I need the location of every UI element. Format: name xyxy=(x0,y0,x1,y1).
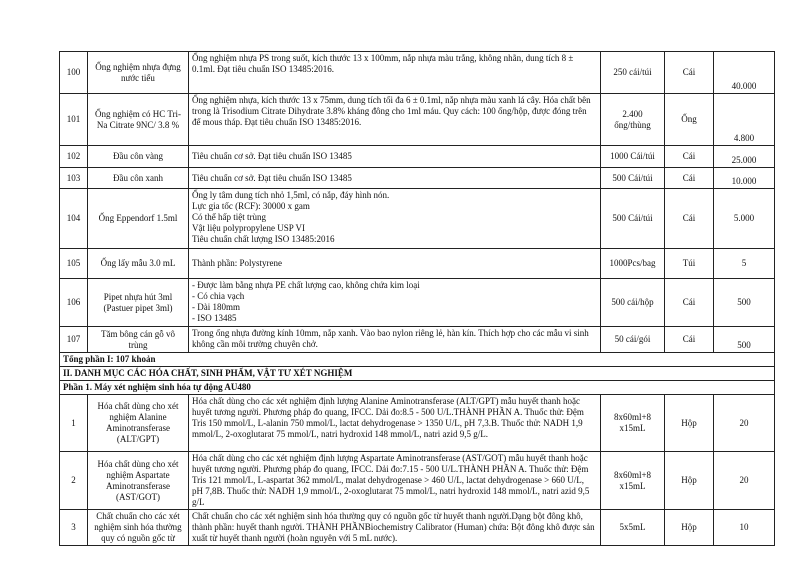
item-description: Thành phần: Polystyrene xyxy=(189,249,601,279)
item-quantity: 500 xyxy=(714,279,775,327)
item-number: 100 xyxy=(60,52,88,94)
item-packing: 500 cái/hộp xyxy=(601,279,665,327)
table-row xyxy=(60,452,775,510)
item-description: - Được làm bằng nhựa PE chất lượng cao, không chứa kim loại - Có chia vạch - Dài 180mm - ISO 13485 xyxy=(189,279,601,327)
item-unit: Hộp xyxy=(665,510,714,546)
item-description: Tiêu chuẩn cơ sở. Đạt tiêu chuẩn ISO 13485 xyxy=(189,146,601,168)
item-packing: 2.400 ống/thùng xyxy=(601,94,665,146)
item-packing: 8x60ml+8 x15mL xyxy=(601,452,665,510)
item-number: 3 xyxy=(60,510,88,546)
item-name: Ống nghiệm nhựa đựng nước tiểu xyxy=(88,52,189,94)
item-name: Đầu côn vàng xyxy=(88,146,189,168)
item-name: Đầu côn xanh xyxy=(88,168,189,189)
item-description: Ống nghiệm nhựa, kích thước 13 x 75mm, dung tích tối đa 6 ± 0.1ml, nắp nhựa màu xanh lá cây. Hóa chất bên trong là Trisodium Citrate Dihydrate 3.8% kháng đông cho 1ml máu. Quy cách: 100 ống/hộp, được đóng trên để mous tháp. Đạt tiêu chuẩn ISO 13485:2016. xyxy=(189,94,601,146)
item-name: Ống nghiệm có HC Tri-Na Citrate 9NC/ 3.8 % xyxy=(88,94,189,146)
item-unit: Cái xyxy=(665,327,714,353)
item-number: 105 xyxy=(60,249,88,279)
item-packing: 1000Pcs/bag xyxy=(601,249,665,279)
section-row xyxy=(60,381,775,395)
item-description: Hóa chất dùng cho các xét nghiệm định lượng Alanine Aminotransferase (ALT/GPT) mẫu huyết thanh hoặc huyết tương người. Phương pháp đo quang, IFCC. Dải đo:8.5 - 500 U/L.THÀNH PHẦN A. Thuốc thử: Đệm Tris 150 mmol/L, L-alanin 750 mmol/L, lactat dehydrogenase > 1350 U/L, pH 7,3.B. Thuốc thử: NADH 1,9 mmol/L, 2-oxoglutarat 75 mmol/L, natri hydroxid 148 mmol/L, natri azid 9,5 g/L. xyxy=(189,395,601,452)
table-row xyxy=(60,52,775,94)
table-row xyxy=(60,189,775,249)
item-name: Pipet nhựa hút 3ml (Pastuer pipet 3ml) xyxy=(88,279,189,327)
item-number: 2 xyxy=(60,452,88,510)
item-name: Ống lấy mẫu 3.0 mL xyxy=(88,249,189,279)
item-number: 1 xyxy=(60,395,88,452)
item-name: Ống Eppendorf 1.5ml xyxy=(88,189,189,249)
section-row xyxy=(60,353,775,367)
item-quantity: 500 xyxy=(714,327,775,353)
item-description: Hóa chất dùng cho các xét nghiệm định lượng Aspartate Aminotransferase (AST/GOT) mẫu huyết thanh hoặc huyết tương người. Phương pháp đo quang, IFCC. Dải đo:7.15 - 500 U/L.THÀNH PHẦN A. Thuốc thử: Đệm Tris 121 mmol/L, L-aspartat 362 mmol/L, malat dehydrogenase > 460 U/L, lactat dehydrogenase > 660 U/L, pH 7,8B. Thuốc thử: NADH 1,9 mmol/L, 2-oxoglutarat 75 mmol/L, natri hydroxid 148 mmol/L, natri azid 9,5 g/L xyxy=(189,452,601,510)
item-unit: Ống xyxy=(665,94,714,146)
item-packing: 250 cái/túi xyxy=(601,52,665,94)
table-row xyxy=(60,146,775,168)
item-quantity: 4.800 xyxy=(714,94,775,146)
item-name: Hóa chất dùng cho xét nghiệm Alanine Aminotransferase (ALT/GPT) xyxy=(88,395,189,452)
item-unit: Cái xyxy=(665,146,714,168)
item-unit: Cái xyxy=(665,279,714,327)
item-unit: Cái xyxy=(665,52,714,94)
section-ii-heading: II. DANH MỤC CÁC HÓA CHẤT, SINH PHẨM, VẬT TƯ XÉT NGHIỆM xyxy=(60,367,775,381)
item-packing: 8x60ml+8 x15mL xyxy=(601,395,665,452)
table-row xyxy=(60,249,775,279)
item-number: 104 xyxy=(60,189,88,249)
item-packing: 5x5mL xyxy=(601,510,665,546)
item-quantity: 20 xyxy=(714,452,775,510)
item-name: Hóa chất dùng cho xét nghiệm Aspartate Aminotransferase (AST/GOT) xyxy=(88,452,189,510)
item-unit: Cái xyxy=(665,189,714,249)
item-quantity: 10.000 xyxy=(714,168,775,189)
item-description: Tiêu chuẩn cơ sở. Đạt tiêu chuẩn ISO 13485 xyxy=(189,168,601,189)
item-number: 101 xyxy=(60,94,88,146)
item-name: Tăm bông cán gỗ vô trùng xyxy=(88,327,189,353)
item-description: Ống ly tâm dung tích nhỏ 1,5ml, có nắp, đáy hình nón. Lực gia tốc (RCF): 30000 x gam Có thể hấp tiệt trùng Vật liệu polypropylene USP VI Tiêu chuẩn chất lượng ISO 13485:2016 xyxy=(189,189,601,249)
item-quantity: 5.000 xyxy=(714,189,775,249)
procurement-table xyxy=(59,51,775,546)
table-row xyxy=(60,94,775,146)
item-description: Ống nghiệm nhựa PS trong suốt, kích thước 13 x 100mm, nắp nhựa màu trắng, không nhãn, dung tích 8 ± 0.1ml. Đạt tiêu chuẩn ISO 13485:2016. xyxy=(189,52,601,94)
table-row xyxy=(60,395,775,452)
item-quantity: 5 xyxy=(714,249,775,279)
subsection-heading: Phần 1. Máy xét nghiệm sinh hóa tự động AU480 xyxy=(60,381,775,395)
item-packing: 500 Cái/túi xyxy=(601,168,665,189)
item-quantity: 20 xyxy=(714,395,775,452)
item-packing: 50 cái/gói xyxy=(601,327,665,353)
item-name: Chất chuẩn cho các xét nghiệm sinh hóa thường quy có nguồn gốc từ xyxy=(88,510,189,546)
table-row xyxy=(60,510,775,546)
item-quantity: 10 xyxy=(714,510,775,546)
item-unit: Túi xyxy=(665,249,714,279)
item-unit: Cái xyxy=(665,168,714,189)
table-row xyxy=(60,327,775,353)
item-packing: 1000 Cái/túi xyxy=(601,146,665,168)
item-packing: 500 Cái/túi xyxy=(601,189,665,249)
item-unit: Hộp xyxy=(665,395,714,452)
section-row xyxy=(60,367,775,381)
item-description: Chất chuẩn cho các xét nghiệm sinh hóa thường quy có nguồn gốc từ huyết thanh người.Dạng bột đông khô, thành phần: huyết thanh người. THÀNH PHẦNBiochemistry Calibrator (Human) chứa: Bột đông khô được sản xuất từ huyết thanh người (hoàn nguyên với 5 mL nước). xyxy=(189,510,601,546)
item-quantity: 25.000 xyxy=(714,146,775,168)
item-number: 103 xyxy=(60,168,88,189)
table-row xyxy=(60,168,775,189)
item-description: Trong ống nhựa đường kính 10mm, nắp xanh. Vào bao nylon riêng lẻ, hàn kín. Thích hợp cho các mẫu vi sinh không cần môi trường chuyên chở. xyxy=(189,327,601,353)
total-part-one: Tổng phần I: 107 khoản xyxy=(60,353,775,367)
table-row xyxy=(60,279,775,327)
item-quantity: 40.000 xyxy=(714,52,775,94)
item-unit: Hộp xyxy=(665,452,714,510)
item-number: 106 xyxy=(60,279,88,327)
item-number: 107 xyxy=(60,327,88,353)
item-number: 102 xyxy=(60,146,88,168)
